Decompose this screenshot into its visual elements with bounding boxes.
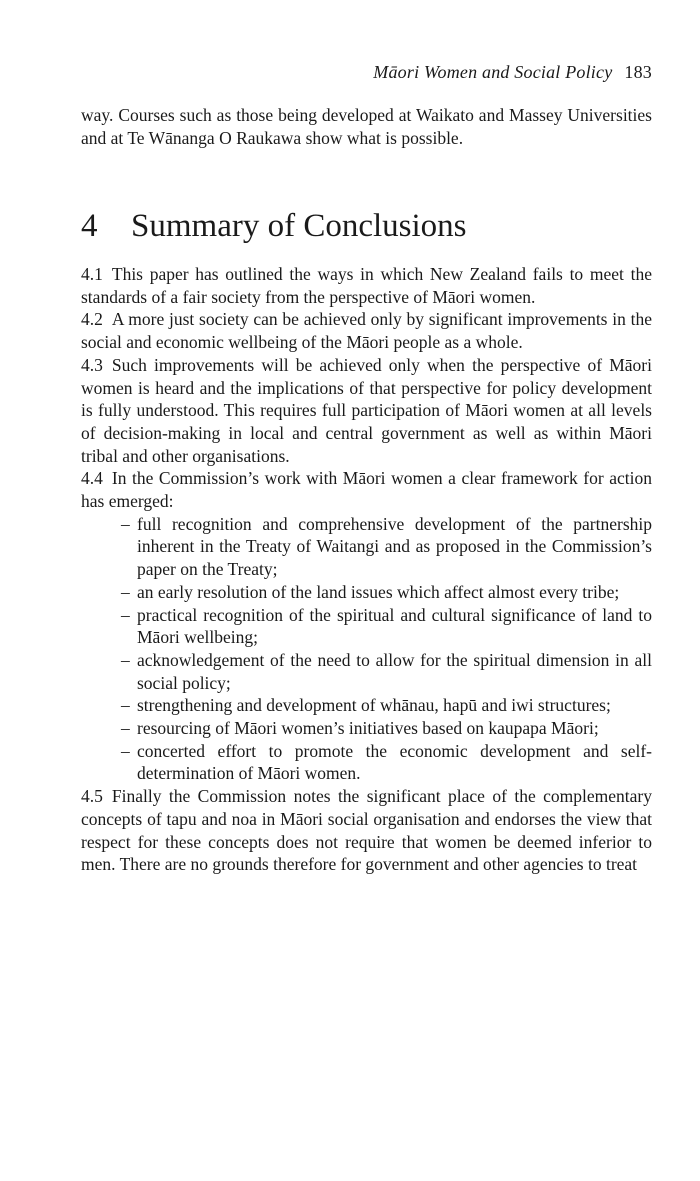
continuation-paragraph: way. Courses such as those being developed at Waikato and Massey Universities and at Te Wānanga O Raukawa show what is possible. <box>81 105 652 148</box>
paragraph-4-3 <box>81 354 652 468</box>
section-heading-number: 4 <box>81 208 98 244</box>
list-item <box>81 513 652 581</box>
list-item-text: strengthening and development of whānau, hapū and iwi structures; <box>137 695 611 716</box>
dash-bullet: – <box>121 740 130 761</box>
list-item <box>81 604 652 649</box>
list-item <box>81 717 652 740</box>
list-item <box>81 740 652 785</box>
framework-bullet-list <box>81 513 652 785</box>
paragraph-4-1 <box>81 263 652 308</box>
paragraph-4-4 <box>81 467 652 785</box>
list-item-text: an early resolution of the land issues which affect almost every tribe; <box>137 581 620 602</box>
page-number: 183 <box>624 62 652 82</box>
paragraph-text: This paper has outlined the ways in which New Zealand fails to meet the standards of a fair society from the perspective of Māori women. <box>81 264 652 307</box>
list-item <box>81 649 652 694</box>
list-item <box>81 581 652 604</box>
list-item <box>81 694 652 717</box>
running-head <box>373 62 652 83</box>
dash-bullet: – <box>121 695 130 716</box>
paragraph-4-5 <box>81 785 652 876</box>
dash-bullet: – <box>121 649 130 670</box>
paragraph-text: In the Commission’s work with Māori women a clear framework for action has emerged: <box>81 468 652 512</box>
list-item-text: practical recognition of the spiritual and cultural significance of land to Māori wellbeing; <box>137 604 652 648</box>
dash-bullet: – <box>121 718 130 739</box>
dash-bullet: – <box>121 604 130 625</box>
paragraph-intro <box>81 467 652 512</box>
paragraph-number: 4.5 <box>81 786 103 807</box>
list-item-text: full recognition and comprehensive development of the partnership inherent in the Treaty of Waitangi and as proposed in the Commission’s paper on the Treaty; <box>137 513 652 580</box>
dash-bullet: – <box>121 581 130 602</box>
list-item-text: resourcing of Māori women’s initiatives based on kaupapa Māori; <box>137 718 599 739</box>
paragraph-text: Finally the Commission notes the significant place of the complementary concepts of tapu and noa in Māori social organisation and endorses the view that respect for these concepts does not require that women be deemed inferior to men. There are no grounds therefore for government and other agencies to treat <box>81 786 652 875</box>
dash-bullet: – <box>121 513 130 534</box>
paragraph-number: 4.3 <box>81 354 103 375</box>
conclusions-list <box>81 263 652 876</box>
paragraph-number: 4.4 <box>81 468 103 489</box>
section-heading-title: Summary of Conclusions <box>131 208 467 244</box>
list-item-text: concerted effort to promote the economic development and self-determination of Māori women. <box>137 740 652 784</box>
running-head-title: Māori Women and Social Policy <box>373 62 613 82</box>
paragraph-text: A more just society can be achieved only by significant improvements in the social and economic wellbeing of the Māori people as a whole. <box>81 309 652 353</box>
paragraph-number: 4.2 <box>81 309 103 330</box>
section-heading <box>81 206 467 246</box>
paragraph-4-2 <box>81 308 652 353</box>
list-item-text: acknowledgement of the need to allow for the spiritual dimension in all social policy; <box>137 649 652 693</box>
paragraph-number: 4.1 <box>81 264 103 284</box>
paragraph-text: Such improvements will be achieved only when the perspective of Māori women is heard and the implications of that perspective for policy development is fully understood. This requires full participation of Māori women at all levels of decision-making in local and central government as well as within Māori tribal and other organisations. <box>81 354 652 466</box>
